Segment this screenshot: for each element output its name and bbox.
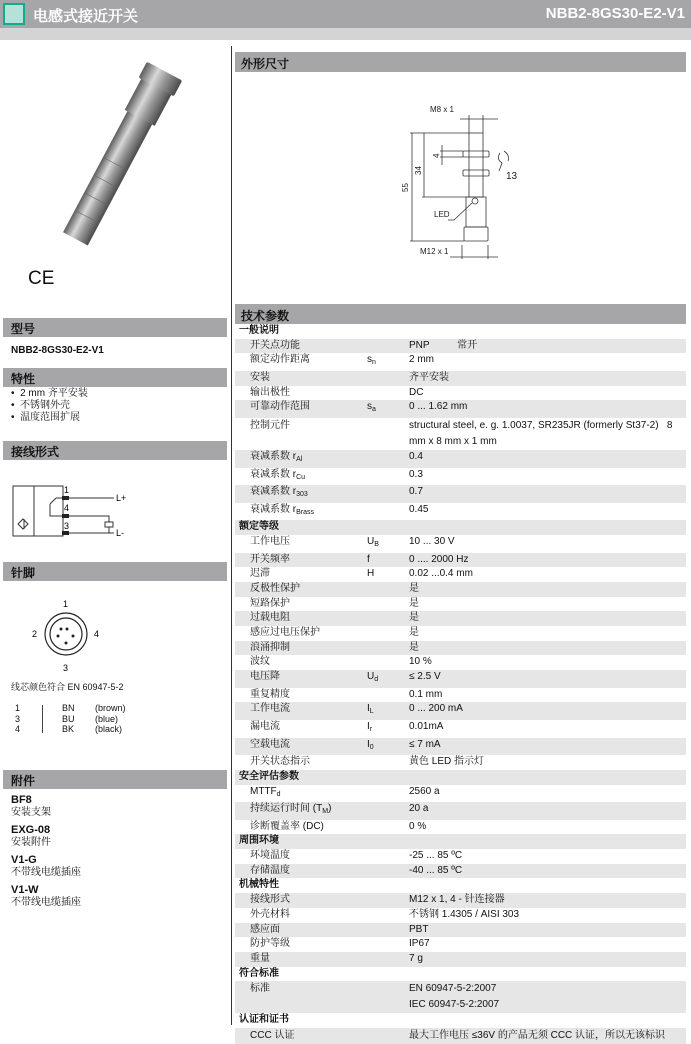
ce-mark: CE xyxy=(28,268,55,289)
thread-bottom-label: M12 x 1 xyxy=(420,247,449,256)
spec-value: -25 ... 85 ºC xyxy=(409,850,463,862)
spec-row xyxy=(235,670,686,688)
accessory-item[interactable]: BF8 安装支架 xyxy=(11,794,51,818)
spec-label: 波纹 xyxy=(250,656,270,668)
thread-top-label: M8 x 1 xyxy=(430,105,455,114)
accessory-item[interactable]: V1-W 不带线电缆插座 xyxy=(11,884,81,908)
spec-symbol: $I_r$ xyxy=(367,720,373,733)
length-thread-label: 34 xyxy=(414,166,423,175)
spec-symbol xyxy=(367,485,409,503)
spec-symbol xyxy=(367,755,409,770)
spec-group-header xyxy=(235,834,686,849)
wiring-diagram xyxy=(10,478,140,538)
spec-row xyxy=(235,418,686,450)
spec-symbol: $U_d$ xyxy=(367,671,379,684)
spec-row xyxy=(235,952,686,967)
spec-label: 环境温度 xyxy=(250,850,290,862)
spec-value: 是 xyxy=(409,582,419,594)
spec-row xyxy=(235,864,686,879)
spec-value: 不锈钢 1.4305 / AISI 303 xyxy=(409,908,520,920)
spec-label: 额定等级 xyxy=(239,521,279,533)
spec-row xyxy=(235,468,686,486)
spec-row xyxy=(235,641,686,656)
spec-value: 0.45 xyxy=(409,503,429,515)
spec-row xyxy=(235,655,686,670)
spec-label: 外壳材料 xyxy=(250,908,290,920)
spec-group-header xyxy=(235,967,686,982)
spec-label: 反极性保护 xyxy=(250,582,300,594)
spec-label: 迟滞 xyxy=(250,568,270,580)
feature-list xyxy=(11,388,88,424)
feature-item: • 不锈钢外壳 xyxy=(11,400,71,411)
spec-symbol: f xyxy=(367,553,370,565)
spec-symbol xyxy=(367,937,409,952)
spec-label: 可靠动作范围 xyxy=(250,401,310,413)
spec-group-header xyxy=(235,770,686,785)
nut-label: 4 xyxy=(432,153,441,158)
spec-label: 感应面 xyxy=(250,923,280,935)
spec-row xyxy=(235,908,686,923)
spec-symbol: $I_L$ xyxy=(367,703,374,716)
accessory-item[interactable]: V1-G 不带线电缆插座 xyxy=(11,854,81,878)
spec-symbol: $I_0$ xyxy=(367,738,374,751)
spec-value: 0.02 ...0.4 mm xyxy=(409,568,473,580)
spec-value: 0.4 xyxy=(409,450,423,462)
spec-symbol xyxy=(367,582,409,597)
spec-row xyxy=(235,937,686,952)
spec-value: 是 xyxy=(409,597,419,609)
spec-label: 开关频率 xyxy=(250,553,290,565)
led-label: LED xyxy=(434,210,450,219)
section-title: 外形尺寸 xyxy=(241,57,290,71)
spec-value: 0.3 xyxy=(409,468,423,480)
spec-symbol xyxy=(367,802,409,820)
spec-label: 开关点功能 xyxy=(250,339,300,351)
spec-row xyxy=(235,738,686,756)
wire-color-row: 4 BK (black) xyxy=(15,724,123,734)
spec-row xyxy=(235,626,686,641)
spec-label: 存储温度 xyxy=(250,864,290,876)
pin-label: 4 xyxy=(64,503,70,513)
feature-item: • 2 mm 齐平安装 xyxy=(11,388,88,399)
spec-row xyxy=(235,400,686,418)
section-specs xyxy=(235,304,686,324)
spec-label: 开关状态指示 xyxy=(250,756,310,768)
spec-symbol xyxy=(367,952,409,967)
spec-label: 重复精度 xyxy=(250,688,290,700)
spec-label: 短路保护 xyxy=(250,597,290,609)
spec-row xyxy=(235,893,686,908)
accessory-list xyxy=(11,794,81,909)
spec-row xyxy=(235,386,686,401)
spec-label: 标准 xyxy=(250,983,270,995)
spec-row xyxy=(235,785,686,803)
wrench-size-label: 13 xyxy=(506,171,518,182)
spec-label: 工作电流 xyxy=(250,703,290,715)
spec-value: 是 xyxy=(409,612,419,624)
spec-label: 感应过电压保护 xyxy=(250,627,320,639)
pinout-diagram xyxy=(30,596,110,676)
spec-group-header xyxy=(235,520,686,535)
spec-label: 认证和证书 xyxy=(239,1014,289,1026)
spec-label: 符合标准 xyxy=(239,967,279,979)
wire-color-row: 1 BN (brown) xyxy=(15,703,126,713)
wire-color-row: 3 BU (blue) xyxy=(15,713,119,724)
spec-label: 接线形式 xyxy=(250,894,290,906)
spec-row xyxy=(235,450,686,468)
spec-value: 0.01mA xyxy=(409,720,444,732)
spec-symbol xyxy=(367,655,409,670)
spec-value: structural steel, e. g. 1.0037, SR235JR (formerly St37-2) 8 mm x 8 mm x 1 mm xyxy=(409,419,676,447)
spec-value: 是 xyxy=(409,627,419,639)
spec-symbol xyxy=(367,503,409,521)
spec-symbol: H xyxy=(367,568,375,580)
spec-label: 工作电压 xyxy=(250,536,290,547)
spec-value: 0 ... 200 mA xyxy=(409,703,463,715)
spec-label: 浪涌抑制 xyxy=(250,641,290,653)
spec-row xyxy=(235,981,686,1013)
wire-color-table xyxy=(15,703,126,735)
spec-row xyxy=(235,688,686,703)
spec-label: 电压降 xyxy=(250,671,280,683)
spec-value: -40 ... 85 ºC xyxy=(409,864,463,876)
spec-row xyxy=(235,755,686,770)
spec-label: 一般说明 xyxy=(239,325,279,336)
spec-value: 2560 a xyxy=(409,785,440,797)
spec-symbol xyxy=(367,597,409,612)
model-value: NBB2-8GS30-E2-V1 xyxy=(11,345,104,356)
svg-text:3: 3 xyxy=(63,663,69,673)
svg-text:4: 4 xyxy=(94,629,100,639)
spec-value: ≤ 2.5 V xyxy=(409,671,441,683)
spec-label: 过载电阻 xyxy=(250,612,290,624)
section-model xyxy=(3,318,227,337)
accessory-item[interactable]: EXG-08 安装附件 xyxy=(11,824,51,848)
spec-row xyxy=(235,553,686,568)
pin-label: 1 xyxy=(64,485,70,495)
spec-value: 10 ... 30 V xyxy=(409,536,455,547)
spec-row xyxy=(235,923,686,938)
spec-value: ≤ 7 mA xyxy=(409,738,441,750)
spec-value: PBT xyxy=(409,923,429,935)
spec-value: EN 60947-5-2:2007 IEC 60947-5-2:2007 xyxy=(409,983,500,1011)
title-bar xyxy=(0,0,691,28)
spec-symbol xyxy=(367,923,409,938)
spec-value: 2 mm xyxy=(409,354,434,366)
spec-label: 周围环境 xyxy=(239,835,279,847)
spec-label: 衰减系数 $r_{Brass}$ xyxy=(250,503,315,516)
spec-row xyxy=(235,611,686,626)
feature-item: • 温度范围扩展 xyxy=(11,412,81,423)
spec-value: 0 % xyxy=(409,820,427,832)
section-features xyxy=(3,368,227,387)
spec-symbol xyxy=(367,626,409,641)
spec-row xyxy=(235,720,686,738)
spec-row xyxy=(235,597,686,612)
svg-text:1: 1 xyxy=(63,599,69,609)
spec-symbol xyxy=(367,1028,409,1044)
spec-label: 重量 xyxy=(250,952,270,964)
spec-group-header xyxy=(235,1013,686,1028)
spec-symbol xyxy=(367,785,409,803)
spec-symbol xyxy=(367,386,409,401)
section-connection xyxy=(3,441,227,460)
spec-label: 持续运行时间 $(T_M)$ xyxy=(250,803,332,816)
spec-value: DC xyxy=(409,386,424,398)
spec-value: M12 x 1, 4 - 针连接器 xyxy=(409,894,505,906)
spec-symbol xyxy=(367,820,409,835)
spec-value: 20 a xyxy=(409,803,429,815)
supply-minus-label: L- xyxy=(116,528,125,538)
spec-symbol xyxy=(367,688,409,703)
spec-row xyxy=(235,339,686,354)
spec-symbol xyxy=(367,908,409,923)
spec-row xyxy=(235,485,686,503)
dimension-drawing xyxy=(390,95,540,265)
spec-symbol xyxy=(367,981,409,1013)
spec-row xyxy=(235,820,686,835)
spec-symbol xyxy=(367,893,409,908)
svg-text:2: 2 xyxy=(32,629,38,639)
spec-value: 黄色 LED 指示灯 xyxy=(409,756,485,768)
spec-label: 衰减系数 $r_{Al}$ xyxy=(250,450,303,463)
spec-symbol xyxy=(367,371,409,386)
spec-table xyxy=(235,324,686,1044)
product-category: 电感式接近开关 xyxy=(33,8,139,25)
section-title: 技术参数 xyxy=(241,309,290,323)
spec-row xyxy=(235,1028,686,1044)
spec-value: 0.1 mm xyxy=(409,688,443,700)
spec-value: 0.7 xyxy=(409,486,423,498)
section-pinout xyxy=(3,562,227,581)
length-total-label: 55 xyxy=(401,183,410,192)
spec-symbol xyxy=(367,418,409,450)
spec-row xyxy=(235,582,686,597)
spec-value: 最大工作电压 ≤36V 的产品无须 CCC 认证，所以无该标识 xyxy=(409,1029,666,1041)
spec-value: PNP 常开 xyxy=(409,339,478,351)
product-photo xyxy=(20,55,220,270)
spec-label: 衰减系数 $r_{Cu}$ xyxy=(250,468,306,481)
spec-symbol: $s_a$ xyxy=(367,401,376,414)
spec-label: 输出极性 xyxy=(250,386,290,398)
spec-row xyxy=(235,567,686,582)
supply-plus-label: L+ xyxy=(116,493,127,503)
product-model-title: NBB2-8GS30-E2-V1 xyxy=(545,5,685,22)
sub-bar xyxy=(0,28,691,40)
spec-label: CCC 认证 xyxy=(250,1029,295,1041)
section-accessories xyxy=(3,770,227,789)
spec-label: 控制元件 xyxy=(250,419,290,431)
spec-label: 机械特性 xyxy=(239,879,279,891)
spec-value: IP67 xyxy=(409,938,430,950)
spec-label: 空载电流 xyxy=(250,738,290,750)
section-title: 针脚 xyxy=(11,566,36,580)
section-title: 特性 xyxy=(11,372,36,386)
spec-row xyxy=(235,535,686,553)
spec-value: 齐平安装 xyxy=(409,371,449,383)
spec-row xyxy=(235,353,686,371)
spec-symbol xyxy=(367,864,409,879)
brand-logo xyxy=(3,3,25,25)
spec-row xyxy=(235,802,686,820)
spec-symbol xyxy=(367,339,409,354)
spec-group-header xyxy=(235,324,686,339)
spec-symbol xyxy=(367,450,409,468)
spec-symbol xyxy=(367,468,409,486)
spec-label: 额定动作距离 xyxy=(250,354,310,366)
section-dimensions xyxy=(235,52,686,72)
spec-value: 10 % xyxy=(409,656,432,668)
spec-symbol: $s_n$ xyxy=(367,354,376,367)
spec-row xyxy=(235,702,686,720)
wire-color-note: 线芯颜色符合 EN 60947-5-2 xyxy=(11,682,124,692)
spec-symbol: $U_B$ xyxy=(367,536,379,548)
spec-symbol xyxy=(367,641,409,656)
spec-row xyxy=(235,503,686,521)
spec-label: 衰减系数 $r_{303}$ xyxy=(250,486,308,499)
spec-label: 漏电流 xyxy=(250,720,280,732)
spec-value: 0 ... 1.62 mm xyxy=(409,401,468,413)
column-divider xyxy=(231,46,232,1025)
section-title: 型号 xyxy=(11,322,36,336)
spec-symbol xyxy=(367,611,409,626)
spec-label: 诊断覆盖率 (DC) xyxy=(250,820,324,832)
spec-label: 安装 xyxy=(250,371,270,383)
spec-value: 是 xyxy=(409,641,419,653)
pin-label: 3 xyxy=(64,521,70,531)
spec-label: 安全评估参数 xyxy=(239,770,299,782)
spec-value: 0 .... 2000 Hz xyxy=(409,553,469,565)
spec-row xyxy=(235,849,686,864)
spec-label: 防护等级 xyxy=(250,938,290,950)
section-title: 附件 xyxy=(11,774,36,788)
spec-row xyxy=(235,371,686,386)
section-title: 接线形式 xyxy=(11,445,60,459)
spec-symbol xyxy=(367,849,409,864)
spec-label: $MTTF_d$ xyxy=(250,785,281,798)
spec-group-header xyxy=(235,878,686,893)
spec-value: 7 g xyxy=(409,952,423,964)
